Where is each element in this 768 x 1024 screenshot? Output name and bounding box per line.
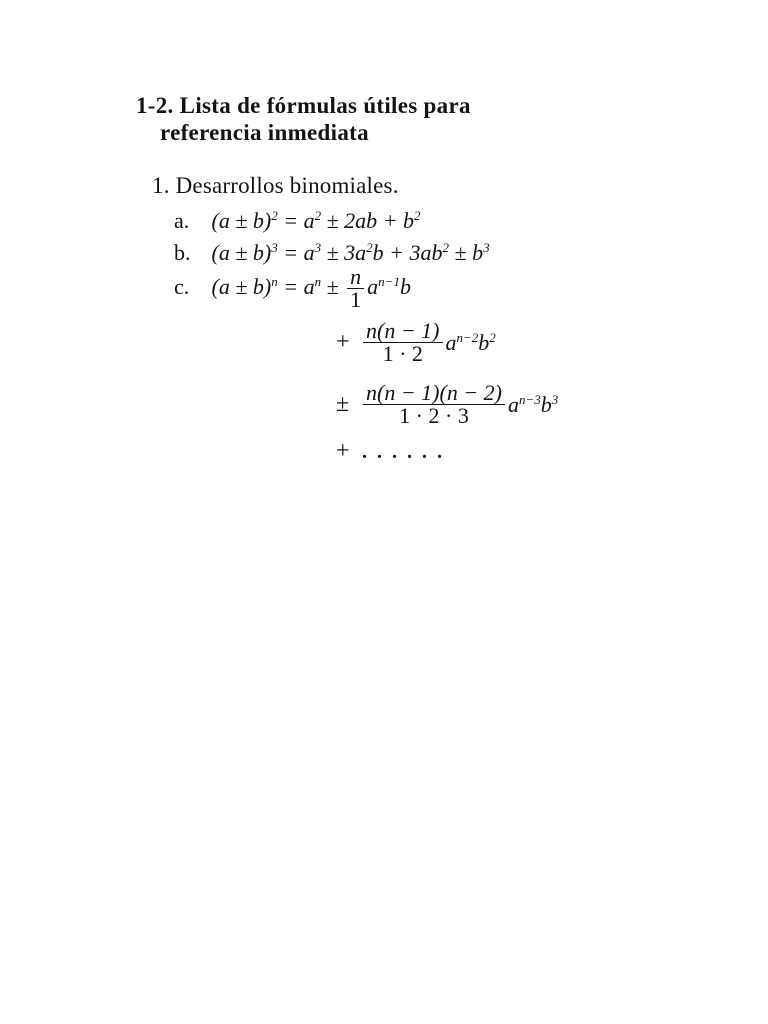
formula-c-line2-operator: + <box>336 329 350 355</box>
formula-c-line2-numerator: n(n − 1) <box>363 320 443 343</box>
formula-b-lhs: (a ± b) <box>211 240 272 265</box>
formula-c-expression <box>211 264 411 312</box>
formula-c-line3-term2-exponent: 3 <box>551 391 559 407</box>
formula-c-term3: a <box>367 273 379 299</box>
formula-c-line2 <box>336 320 496 365</box>
formula-c-line3 <box>336 382 558 427</box>
formula-c-line3-term1-exponent: n−3 <box>519 391 541 407</box>
formula-c-line3-term1: a <box>508 391 519 417</box>
formula-c-line2-tail <box>446 330 496 356</box>
formula-c-fraction <box>347 266 364 311</box>
heading-line2: referencia inmediata <box>160 120 369 145</box>
formula-c-line2-fraction <box>363 320 443 365</box>
formula-b-expression <box>212 240 490 265</box>
formula-b-lhs-exponent: 3 <box>271 240 278 255</box>
formula-c-line3-term2: b <box>540 391 552 417</box>
formula-c-line3-denominator: 1 · 2 · 3 <box>399 403 469 428</box>
formula-b-term3: b + 3ab <box>372 240 443 265</box>
formula-c-label: c. <box>174 273 190 299</box>
formula-b <box>174 240 490 266</box>
formula-c-line2-denominator: 1 · 2 <box>382 341 423 366</box>
formula-c-line4 <box>336 438 452 465</box>
formula-c <box>174 266 411 311</box>
formula-c-line2-term1-exponent: n−2 <box>456 329 479 345</box>
formula-c-line3-numerator: n(n − 1)(n − 2) <box>363 382 505 405</box>
formula-b-term2-exponent: 2 <box>366 240 373 255</box>
formula-c-lhs: (a ± b) <box>211 273 272 299</box>
formula-b-term2: ± 3a <box>321 240 367 265</box>
formula-a <box>174 208 421 234</box>
formula-a-term2-exponent: 2 <box>414 208 421 223</box>
formula-c-line3-fraction <box>363 382 505 427</box>
formula-a-lhs-exponent: 2 <box>271 208 278 223</box>
heading-line1: Lista de fórmulas útiles para <box>179 93 471 118</box>
formula-b-term1-exponent: 3 <box>314 240 322 255</box>
formula-a-term1-exponent: 2 <box>314 208 322 223</box>
formula-c-line2-term2: b <box>478 329 490 355</box>
section-heading <box>136 92 471 146</box>
formula-a-term2: ± 2ab + b <box>321 208 415 233</box>
formula-c-line4-ellipsis: ...... <box>362 441 452 463</box>
formula-c-term2: ± <box>321 273 339 299</box>
subsection-title: 1. Desarrollos binomiales. <box>152 173 399 198</box>
formula-c-term1: = a <box>283 273 315 299</box>
formula-b-label: b. <box>174 240 191 265</box>
formula-c-line3-tail <box>508 392 558 418</box>
formula-c-fraction-denominator: 1 <box>350 287 362 312</box>
formula-c-lhs-exponent: n <box>271 273 278 289</box>
formula-a-expression <box>212 208 421 233</box>
formula-c-line4-operator: + <box>336 438 350 464</box>
formula-a-term1: = a <box>283 208 315 233</box>
formula-b-term4-exponent: 3 <box>483 240 490 255</box>
formula-c-line2-term2-exponent: 2 <box>489 329 496 345</box>
formula-c-term4: b <box>399 273 411 299</box>
formula-a-lhs: (a ± b) <box>211 208 272 233</box>
formula-c-line2-term1: a <box>445 329 457 355</box>
formula-b-term3-exponent: 2 <box>442 240 450 255</box>
formula-c-line3-operator: ± <box>336 391 350 417</box>
formula-c-term3-exponent: n−1 <box>378 273 400 289</box>
heading-number: 1-2. <box>136 93 174 118</box>
formula-c-term1-exponent: n <box>314 273 322 289</box>
formula-b-term1: = a <box>283 240 315 265</box>
formula-c-fraction-numerator: n <box>347 266 364 289</box>
formula-a-label: a. <box>174 208 190 233</box>
formula-b-term4: ± b <box>449 240 484 265</box>
